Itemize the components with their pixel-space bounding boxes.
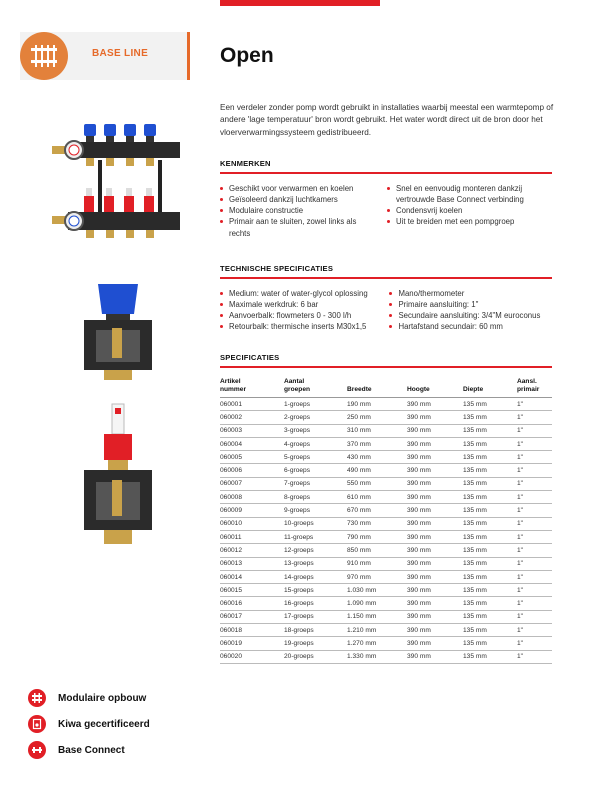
cell-breedte: 250 mm bbox=[347, 411, 407, 424]
table-row bbox=[220, 557, 552, 570]
specificaties-heading: SPECIFICATIES bbox=[220, 353, 280, 362]
table-row bbox=[220, 597, 552, 610]
cell-groepen: 19-groeps bbox=[284, 637, 347, 650]
cell-diepte: 135 mm bbox=[463, 424, 517, 437]
cell-breedte: 670 mm bbox=[347, 504, 407, 517]
table-row bbox=[220, 491, 552, 504]
cell-breedte: 1.150 mm bbox=[347, 610, 407, 623]
cell-hoogte: 390 mm bbox=[407, 451, 463, 464]
table-row bbox=[220, 451, 552, 464]
list-item: Medium: water of water-glycol oplossing bbox=[220, 288, 389, 299]
feature-kiwa bbox=[28, 711, 150, 737]
technische-list-left bbox=[220, 288, 389, 333]
cell-aansluiting: 1" bbox=[517, 451, 552, 464]
cell-artikel: 060020 bbox=[220, 650, 284, 663]
cell-artikel: 060012 bbox=[220, 544, 284, 557]
table-row bbox=[220, 411, 552, 424]
col-header-artikel: Artikel nummer bbox=[220, 378, 284, 398]
cell-diepte: 135 mm bbox=[463, 464, 517, 477]
cell-groepen: 8-groeps bbox=[284, 491, 347, 504]
cell-aansluiting: 1" bbox=[517, 504, 552, 517]
list-item: Snel en eenvoudig monteren dankzij vertrouwde Base Connect verbinding bbox=[387, 183, 556, 206]
cell-artikel: 060006 bbox=[220, 464, 284, 477]
cell-groepen: 5-groeps bbox=[284, 451, 347, 464]
cell-groepen: 13-groeps bbox=[284, 557, 347, 570]
col-header-aansluiting: Aansl. primair bbox=[517, 378, 552, 398]
cell-breedte: 1.270 mm bbox=[347, 637, 407, 650]
feature-label: Base Connect bbox=[58, 744, 125, 756]
cell-groepen: 20-groeps bbox=[284, 650, 347, 663]
cell-artikel: 060001 bbox=[220, 398, 284, 411]
table-row bbox=[220, 517, 552, 530]
cell-aansluiting: 1" bbox=[517, 624, 552, 637]
cell-aansluiting: 1" bbox=[517, 477, 552, 490]
cell-hoogte: 390 mm bbox=[407, 624, 463, 637]
cell-aansluiting: 1" bbox=[517, 650, 552, 663]
cell-breedte: 1.210 mm bbox=[347, 624, 407, 637]
cell-groepen: 4-groeps bbox=[284, 437, 347, 450]
cell-hoogte: 390 mm bbox=[407, 437, 463, 450]
manifold-icon bbox=[20, 32, 68, 80]
cell-hoogte: 390 mm bbox=[407, 477, 463, 490]
cell-groepen: 16-groeps bbox=[284, 597, 347, 610]
kenmerken-section bbox=[220, 159, 552, 239]
cell-aansluiting: 1" bbox=[517, 517, 552, 530]
cell-hoogte: 390 mm bbox=[407, 570, 463, 583]
feature-label: Modulaire opbouw bbox=[58, 692, 147, 704]
cell-artikel: 060019 bbox=[220, 637, 284, 650]
top-accent-bar bbox=[220, 0, 380, 6]
cell-diepte: 135 mm bbox=[463, 398, 517, 411]
table-row bbox=[220, 610, 552, 623]
feature-base-connect bbox=[28, 737, 150, 763]
list-item: Primair aan te sluiten, zowel links als rechts bbox=[220, 216, 359, 239]
cell-aansluiting: 1" bbox=[517, 570, 552, 583]
list-item: Geïsoleerd dankzij luchtkamers bbox=[220, 194, 387, 205]
cell-diepte: 135 mm bbox=[463, 530, 517, 543]
table-header-row bbox=[220, 378, 552, 398]
cell-artikel: 060003 bbox=[220, 424, 284, 437]
cell-artikel: 060004 bbox=[220, 437, 284, 450]
cell-groepen: 18-groeps bbox=[284, 624, 347, 637]
cell-artikel: 060015 bbox=[220, 584, 284, 597]
table-row bbox=[220, 437, 552, 450]
cell-breedte: 850 mm bbox=[347, 544, 407, 557]
cell-aansluiting: 1" bbox=[517, 597, 552, 610]
cell-diepte: 135 mm bbox=[463, 504, 517, 517]
list-item: Uit te breiden met een pompgroep bbox=[387, 216, 552, 227]
section-rule bbox=[220, 366, 552, 368]
cell-artikel: 060011 bbox=[220, 530, 284, 543]
cell-hoogte: 390 mm bbox=[407, 610, 463, 623]
cell-diepte: 135 mm bbox=[463, 517, 517, 530]
connect-icon bbox=[28, 741, 46, 759]
cell-breedte: 310 mm bbox=[347, 424, 407, 437]
cell-aansluiting: 1" bbox=[517, 411, 552, 424]
col-header-breedte: Breedte bbox=[347, 378, 407, 398]
cell-hoogte: 390 mm bbox=[407, 517, 463, 530]
specificaties-section bbox=[220, 353, 552, 368]
list-item: Geschikt voor verwarmen en koelen bbox=[220, 183, 387, 194]
cell-hoogte: 390 mm bbox=[407, 557, 463, 570]
cell-artikel: 060017 bbox=[220, 610, 284, 623]
cell-breedte: 1.030 mm bbox=[347, 584, 407, 597]
list-item: Secundaire aansluiting: 3/4"M euroconus bbox=[389, 310, 552, 321]
kenmerken-list-left bbox=[220, 183, 387, 239]
brand-box bbox=[20, 32, 190, 80]
cell-artikel: 060007 bbox=[220, 477, 284, 490]
list-item: Maximale werkdruk: 6 bar bbox=[220, 299, 389, 310]
table-row bbox=[220, 624, 552, 637]
section-rule bbox=[220, 172, 552, 174]
cell-hoogte: 390 mm bbox=[407, 530, 463, 543]
table-row bbox=[220, 398, 552, 411]
table-row bbox=[220, 464, 552, 477]
feature-label: Kiwa gecertificeerd bbox=[58, 718, 150, 730]
cell-breedte: 790 mm bbox=[347, 530, 407, 543]
cell-groepen: 17-groeps bbox=[284, 610, 347, 623]
cell-aansluiting: 1" bbox=[517, 610, 552, 623]
cell-diepte: 135 mm bbox=[463, 584, 517, 597]
cell-artikel: 060018 bbox=[220, 624, 284, 637]
cell-groepen: 7-groeps bbox=[284, 477, 347, 490]
cell-artikel: 060008 bbox=[220, 491, 284, 504]
cell-artikel: 060010 bbox=[220, 517, 284, 530]
cell-diepte: 135 mm bbox=[463, 477, 517, 490]
col-header-groepen: Aantal groepen bbox=[284, 378, 347, 398]
cell-aansluiting: 1" bbox=[517, 557, 552, 570]
cell-aansluiting: 1" bbox=[517, 424, 552, 437]
flowmeter-module-image bbox=[78, 400, 158, 560]
cell-hoogte: 390 mm bbox=[407, 424, 463, 437]
cell-hoogte: 390 mm bbox=[407, 544, 463, 557]
cell-groepen: 1-groeps bbox=[284, 398, 347, 411]
section-rule bbox=[220, 277, 552, 279]
cell-hoogte: 390 mm bbox=[407, 597, 463, 610]
cell-diepte: 135 mm bbox=[463, 650, 517, 663]
cell-artikel: 060013 bbox=[220, 557, 284, 570]
cell-breedte: 730 mm bbox=[347, 517, 407, 530]
cell-breedte: 1.090 mm bbox=[347, 597, 407, 610]
cell-hoogte: 390 mm bbox=[407, 637, 463, 650]
cell-diepte: 135 mm bbox=[463, 597, 517, 610]
col-header-diepte: Diepte bbox=[463, 378, 517, 398]
cell-diepte: 135 mm bbox=[463, 637, 517, 650]
brand-label: BASE LINE bbox=[92, 48, 149, 59]
cell-hoogte: 390 mm bbox=[407, 464, 463, 477]
feature-list bbox=[28, 685, 150, 763]
cell-aansluiting: 1" bbox=[517, 491, 552, 504]
table-row bbox=[220, 584, 552, 597]
cell-breedte: 910 mm bbox=[347, 557, 407, 570]
cell-groepen: 12-groeps bbox=[284, 544, 347, 557]
cell-diepte: 135 mm bbox=[463, 411, 517, 424]
cell-artikel: 060005 bbox=[220, 451, 284, 464]
cell-artikel: 060014 bbox=[220, 570, 284, 583]
table-row bbox=[220, 530, 552, 543]
manifold-product-image bbox=[48, 120, 188, 255]
modular-icon bbox=[28, 689, 46, 707]
table-row bbox=[220, 504, 552, 517]
page-title: Open bbox=[220, 44, 274, 67]
cell-artikel: 060016 bbox=[220, 597, 284, 610]
cell-groepen: 15-groeps bbox=[284, 584, 347, 597]
cell-groepen: 6-groeps bbox=[284, 464, 347, 477]
feature-modulair bbox=[28, 685, 150, 711]
cell-hoogte: 390 mm bbox=[407, 650, 463, 663]
cell-aansluiting: 1" bbox=[517, 464, 552, 477]
kenmerken-list-right bbox=[387, 183, 552, 239]
cell-aansluiting: 1" bbox=[517, 530, 552, 543]
spec-table bbox=[220, 378, 552, 664]
list-item: Retourbalk: thermische inserts M30x1,5 bbox=[220, 321, 389, 332]
cell-hoogte: 390 mm bbox=[407, 491, 463, 504]
list-item: Aanvoerbalk: flowmeters 0 - 300 l/h bbox=[220, 310, 389, 321]
cell-diepte: 135 mm bbox=[463, 570, 517, 583]
cell-diepte: 135 mm bbox=[463, 437, 517, 450]
table-row bbox=[220, 544, 552, 557]
cell-hoogte: 390 mm bbox=[407, 411, 463, 424]
cell-groepen: 9-groeps bbox=[284, 504, 347, 517]
return-valve-module-image bbox=[78, 280, 158, 385]
technische-list-right bbox=[389, 288, 552, 333]
list-item: Mano/thermometer bbox=[389, 288, 552, 299]
cell-groepen: 3-groeps bbox=[284, 424, 347, 437]
cell-aansluiting: 1" bbox=[517, 437, 552, 450]
cell-diepte: 135 mm bbox=[463, 610, 517, 623]
cell-breedte: 550 mm bbox=[347, 477, 407, 490]
list-item: Condensvrij koelen bbox=[387, 205, 552, 216]
cell-hoogte: 390 mm bbox=[407, 584, 463, 597]
technische-section bbox=[220, 264, 552, 333]
cell-artikel: 060002 bbox=[220, 411, 284, 424]
table-row bbox=[220, 637, 552, 650]
cell-aansluiting: 1" bbox=[517, 584, 552, 597]
cell-breedte: 490 mm bbox=[347, 464, 407, 477]
table-row bbox=[220, 650, 552, 663]
cell-breedte: 1.330 mm bbox=[347, 650, 407, 663]
cell-aansluiting: 1" bbox=[517, 637, 552, 650]
cell-aansluiting: 1" bbox=[517, 398, 552, 411]
certificate-icon bbox=[28, 715, 46, 733]
cell-groepen: 2-groeps bbox=[284, 411, 347, 424]
brand-accent-bar bbox=[187, 32, 190, 80]
list-item: Hartafstand secundair: 60 mm bbox=[389, 321, 552, 332]
list-item: Primaire aansluiting: 1" bbox=[389, 299, 552, 310]
cell-aansluiting: 1" bbox=[517, 544, 552, 557]
col-header-hoogte: Hoogte bbox=[407, 378, 463, 398]
cell-breedte: 190 mm bbox=[347, 398, 407, 411]
list-item: Modulaire constructie bbox=[220, 205, 387, 216]
cell-groepen: 14-groeps bbox=[284, 570, 347, 583]
cell-groepen: 11-groeps bbox=[284, 530, 347, 543]
cell-artikel: 060009 bbox=[220, 504, 284, 517]
cell-hoogte: 390 mm bbox=[407, 504, 463, 517]
cell-diepte: 135 mm bbox=[463, 451, 517, 464]
cell-breedte: 970 mm bbox=[347, 570, 407, 583]
table-row bbox=[220, 477, 552, 490]
cell-diepte: 135 mm bbox=[463, 557, 517, 570]
kenmerken-heading: KENMERKEN bbox=[220, 159, 271, 168]
cell-diepte: 135 mm bbox=[463, 491, 517, 504]
table-row bbox=[220, 570, 552, 583]
cell-breedte: 610 mm bbox=[347, 491, 407, 504]
cell-diepte: 135 mm bbox=[463, 544, 517, 557]
table-row bbox=[220, 424, 552, 437]
intro-paragraph: Een verdeler zonder pomp wordt gebruikt in installaties waarbij meestal een warmtepomp of andere 'lage temperatuur' bron wordt gebruikt. Het water wordt direct uit de bron door het vloerverwarmingssysteem gedistribueerd. bbox=[220, 103, 554, 137]
technische-heading: TECHNISCHE SPECIFICATIES bbox=[220, 264, 334, 273]
cell-breedte: 430 mm bbox=[347, 451, 407, 464]
cell-groepen: 10-groeps bbox=[284, 517, 347, 530]
cell-breedte: 370 mm bbox=[347, 437, 407, 450]
cell-diepte: 135 mm bbox=[463, 624, 517, 637]
cell-hoogte: 390 mm bbox=[407, 398, 463, 411]
